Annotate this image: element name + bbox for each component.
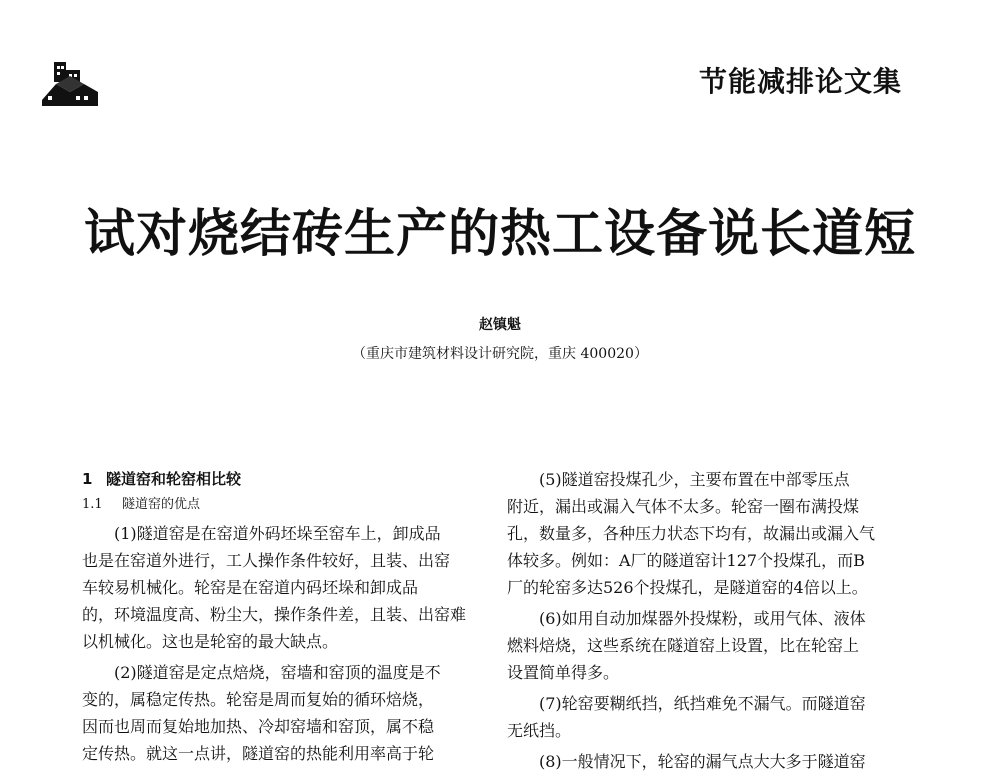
paragraph-line: 的，环境温度高、粉尘大，操作条件差，且装、出窑难 [82, 605, 467, 624]
paragraph-line: 厂的轮窑多达526个投煤孔，是隧道窑的4倍以上。 [507, 578, 868, 597]
paragraph [507, 605, 897, 686]
paragraph-line: 以机械化。这也是轮窑的最大缺点。 [82, 632, 339, 651]
paragraph-line: 无纸挡。 [507, 721, 572, 740]
subsection-heading [82, 493, 472, 520]
subsection-title: 隧道窑的优点 [122, 497, 201, 512]
paragraph-line: 定传热。就这一点讲，隧道窑的热能利用率高于轮 [82, 744, 435, 763]
paragraph-line: 车较易机械化。轮窑是在窑道内码坯垛和卸成品 [82, 578, 419, 597]
paragraph-line: (2)隧道窑是定点焙烧，窑墙和窑顶的温度是不 [114, 663, 441, 682]
left-column [82, 466, 472, 771]
article-title: 试对烧结砖生产的热工设备说长道短 [83, 204, 916, 264]
series-title: 节能减排论文集 [698, 65, 902, 98]
paragraph [507, 748, 897, 775]
paragraph-line: (7)轮窑要糊纸挡，纸挡难免不漏气。而隧道窑 [539, 694, 866, 713]
section-number: 1 [82, 470, 93, 488]
building-logo-icon [40, 60, 100, 110]
paragraph-line: 燃料焙烧，这些系统在隧道窑上设置，比在轮窑上 [507, 636, 860, 655]
section-title: 隧道窑和轮窑相比较 [106, 470, 242, 488]
author-affiliation: （重庆市建筑材料设计研究院，重庆 400020） [352, 346, 648, 362]
paragraph-line: 变的，属稳定传热。轮窑是周而复始的循环焙烧， [82, 690, 435, 709]
paragraph-line: 体较多。例如：A厂的隧道窑计127个投煤孔，而B [507, 551, 865, 570]
paragraph-line: (5)隧道窑投煤孔少，主要布置在中部零压点 [539, 470, 850, 489]
paragraph [507, 466, 897, 601]
paragraph-line: 附近，漏出或漏入气体不太多。轮窑一圈布满投煤 [507, 497, 860, 516]
paragraph [507, 690, 897, 744]
paragraph-line: (6)如用自动加煤器外投煤粉，或用气体、液体 [539, 609, 866, 628]
paragraph-line: 因而也周而复始地加热、冷却窑墙和窑顶，属不稳 [82, 717, 435, 736]
paragraph-line: (8)一般情况下，轮窑的漏气点大大多于隧道窑 [539, 752, 866, 771]
subsection-number: 1.1 [82, 497, 103, 512]
paragraph-line: 设置简单得多。 [507, 663, 620, 682]
paragraph-line: (1)隧道窑是在窑道外码坯垛至窑车上，卸成品 [114, 524, 441, 543]
paragraph-line: 也是在窑道外进行，工人操作条件较好，且装、出窑 [82, 551, 451, 570]
section-heading [82, 466, 472, 493]
right-column [507, 466, 897, 779]
publisher-logo-icon [40, 60, 100, 110]
paragraph [82, 659, 472, 767]
paragraph-line: 孔，数量多，各种压力状态下均有，故漏出或漏入气 [507, 524, 876, 543]
author-name: 赵镇魁 [479, 317, 521, 333]
paragraph [82, 520, 472, 655]
